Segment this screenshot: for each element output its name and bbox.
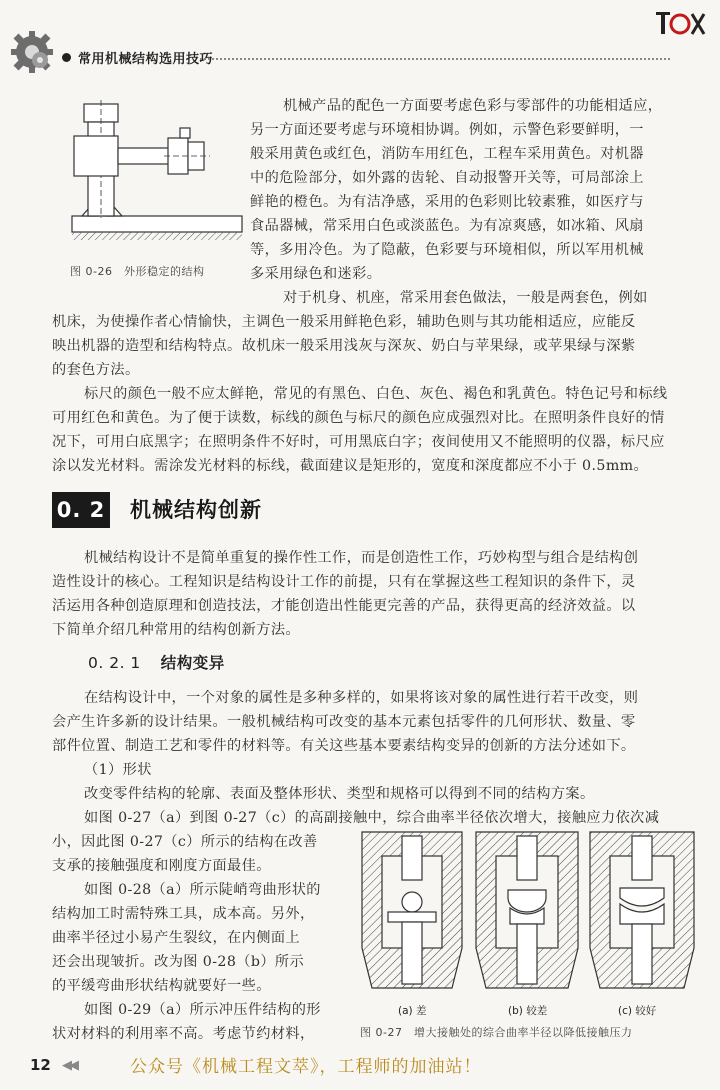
text-line: 机械结构设计不是简单重复的操作性工作，而是创造性工作，巧妙构型与组合是结构创 [84, 550, 639, 566]
footer-banner: 公众号《机械工程文萃》，工程师的加油站！ [130, 1057, 482, 1077]
fig27-label-c: (c) 较好 [618, 1005, 657, 1017]
text-line: 般采用黄色或红色，消防车用红色，工程车采用黄色。对机器 [250, 146, 644, 162]
text-line: 如图 0-29（a）所示冲压件结构的形 [84, 1002, 321, 1018]
text-line: 在结构设计中，一个对象的属性是多种多样的，如果将该对象的属性进行若干改变，则 [84, 690, 639, 706]
text-line: 中的危险部分，如外露的齿轮、自动报警开关等，可局部涂上 [250, 170, 644, 186]
text-line: 的平缓弯曲形状结构就要好一些。 [52, 978, 271, 994]
text-line: 状对材料的利用率不高。考虑节约材料， [52, 1026, 315, 1042]
text-line: 况下，可用白底黑字；在照明条件不好时，可用黑底白字；夜间使用又不能照明的仪器，标尺应 [52, 434, 665, 450]
text-line: 曲率半径过小易产生裂纹，在内侧面上 [52, 930, 300, 946]
fig27-label-a: (a) 差 [398, 1005, 427, 1017]
text-line: 下简单介绍几种常用的结构创新方法。 [52, 622, 300, 638]
figure-0-27-caption: 图 0-27 增大接触处的综合曲率半径以降低接触压力 [360, 1026, 633, 1039]
text-line: 小，因此图 0-27（c）所示的结构在改善 [52, 834, 318, 850]
text-line: 改变零件结构的轮廓、表面及整体形状、类型和规格可以得到不同的结构方案。 [84, 786, 595, 802]
list-heading-shape: （1）形状 [84, 762, 152, 778]
text-line: 另一方面还要考虑与环境相协调。例如，示警色彩要鲜明，一 [250, 122, 644, 138]
text-line: 可用红色和黄色。为了便于读数，标线的颜色与标尺的颜色应成强烈对比。在照明条件良好的情 [52, 410, 665, 426]
text-line: 标尺的颜色一般不应太鲜艳，常见的有黑色、白色、灰色、褐色和乳黄色。特色记号和标线 [84, 386, 668, 402]
text-line: 如图 0-27（a）到图 0-27（c）的高副接触中，综合曲率半径依次增大，接触应力依次减 [84, 810, 660, 826]
text-line: 机械产品的配色一方面要考虑色彩与零部件的功能相适应， [283, 98, 663, 114]
fig27-part-b [476, 832, 578, 988]
text-line: 造性设计的核心。工程知识是结构设计工作的前提，只有在掌握这些工程知识的条件下，灵 [52, 574, 636, 590]
back-arrows-icon: ◀◀ [62, 1058, 76, 1073]
subsection-title: 结构变异 [160, 654, 225, 672]
section-title: 机械结构创新 [130, 498, 262, 522]
figure-0-27-contact-curvature [358, 828, 698, 1010]
text-line: 对于机身、机座，常采用套色做法，一般是两套色，例如 [283, 290, 648, 306]
section-number-badge: 0. 2 [52, 492, 110, 528]
text-line: 多采用绿色和迷彩。 [250, 266, 382, 282]
page-header [0, 0, 720, 80]
text-line: 机床，为使操作者心情愉快，主调色一般采用鲜艳色彩，辅助色则与其功能相适应，应能反 [52, 314, 636, 330]
header-bullet [62, 53, 71, 62]
text-line: 活运用各种创造原理和创造技法，才能创造出性能更完善的产品，获得更高的经济效益。以 [52, 598, 636, 614]
text-line: 结构加工时需特殊工具，成本高。另外， [52, 906, 315, 922]
text-line: 部件位置、制造工艺和零件的材料等。有关这些基本要素结构变异的创新的方法分述如下。 [52, 738, 636, 754]
text-line: 如图 0-28（a）所示陡峭弯曲形状的 [84, 882, 321, 898]
text-line: 涂以发光材料。需涂发光材料的标线，截面建议是矩形的，宽度和深度都应不小于 0.5mm。 [52, 458, 649, 474]
figure-0-26-stable-structure [60, 98, 260, 258]
text-line: 支承的接触强度和刚度方面最佳。 [52, 858, 271, 874]
subsection-heading [88, 651, 225, 673]
gear-icon [10, 30, 54, 74]
text-line: 食品器械，常采用白色或淡蓝色。为有凉爽感，如冰箱、风扇 [250, 218, 644, 234]
fig27-part-a [362, 832, 462, 988]
text-line: 会产生许多新的设计结果。一般机械结构可改变的基本元素包括零件的几何形状、数量、零 [52, 714, 636, 730]
fig27-part-c [590, 832, 694, 988]
running-header-title: 常用机械结构选用技巧 [78, 52, 214, 67]
fig27-label-b: (b) 较差 [508, 1005, 548, 1017]
text-line: 映出机器的造型和结构特点。故机床一般采用浅灰与深灰、奶白与苹果绿，或苹果绿与深紫 [52, 338, 636, 354]
text-line: 等，多用冷色。为了隐蔽，色彩要与环境相似，所以军用机械 [250, 242, 644, 258]
header-dotted-rule [200, 58, 670, 60]
figure-0-26-caption: 图 0-26 外形稳定的结构 [70, 265, 205, 278]
subsection-number: 0. 2. 1 [88, 654, 141, 672]
publisher-logo-icon [652, 6, 708, 40]
text-line: 还会出现皱折。改为图 0-28（b）所示 [52, 954, 305, 970]
page-number: 12 [30, 1056, 51, 1074]
text-line: 鲜艳的橙色。为有洁净感，采用的色彩则比较素雅，如医疗与 [250, 194, 644, 210]
text-line: 的套色方法。 [52, 362, 140, 378]
